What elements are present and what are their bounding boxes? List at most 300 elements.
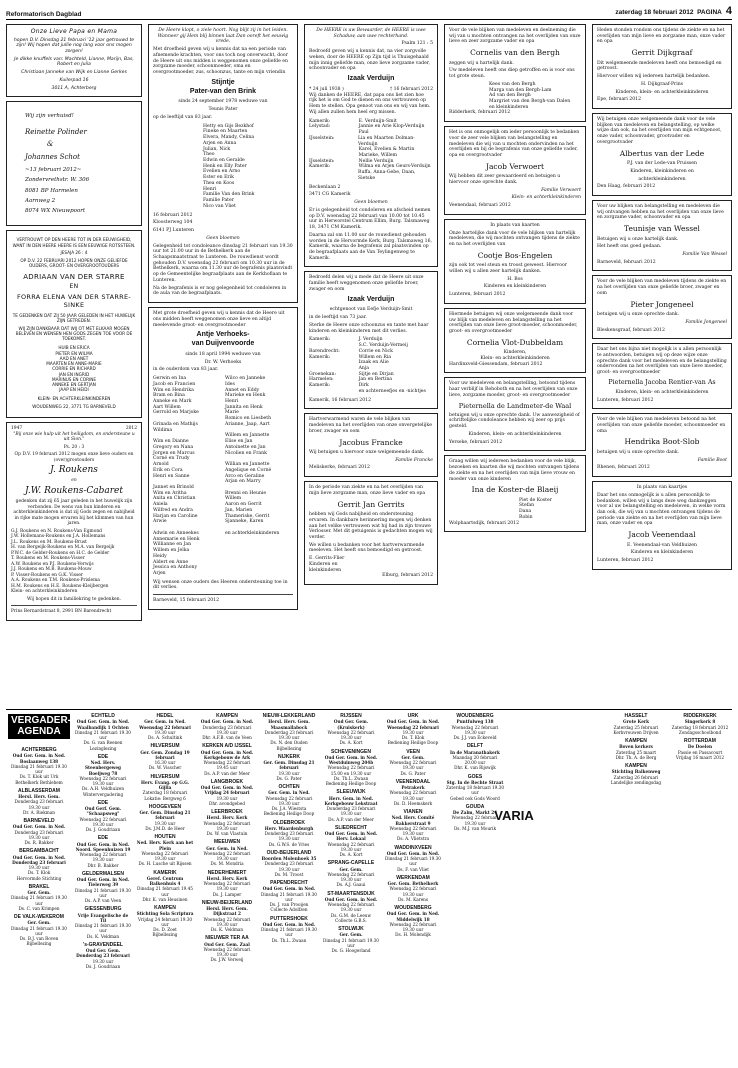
thanks-bos (444, 219, 586, 304)
family-entry: A.A. Roukens en T.M. Roukens-Prislema (11, 578, 100, 584)
agenda-extra: Lezinglezing (89, 745, 117, 751)
agenda-column (136, 710, 194, 938)
agenda-entry (136, 905, 194, 938)
agenda-extra: Bijbellezing (276, 745, 302, 751)
ad-lead: Wij zijn verhuisd! (25, 113, 74, 120)
agenda-entry (74, 871, 132, 904)
ad-text: zijn ook tot veel steun en troost geweest. Hiervoor willen wij u allen zeer hartelijk danken. (449, 263, 567, 274)
family-entry: Edwin en Geralde (203, 157, 245, 163)
agenda-event: Stichting Balkenweg (611, 769, 661, 775)
agenda-speaker: Kerkvrouwen Drijven (613, 729, 659, 735)
agenda-date: Woensdag 22 februari 19.30 uur (327, 729, 375, 740)
agenda-place: DE VALK-WEKEROM (14, 914, 64, 920)
agenda-event: Herv. Gem. in Ned. Kerkgebouw Lekstraat (324, 795, 378, 806)
agenda-event: Oud Ger. Gem. in Ned. (200, 719, 254, 725)
agenda-place: KERKEN A/D IJSSEL (202, 743, 252, 750)
agenda-event: Oud Ger. Gem. in Ned. Middelwijk 18 (386, 911, 440, 922)
agenda-place: BARNEVELD (23, 818, 55, 824)
ad-place: Lunteren, februari 2012 (597, 397, 654, 403)
family-entry: Willianne en Jan (153, 542, 192, 548)
agenda-event: Stichting Sola Scriptura (136, 911, 194, 917)
ad-text: gedenken dat zij 65 jaar geleden in het huwelijk zijn verbonden. De wens van hun kinderen en achterkleinkinderen is dat zij Gods zegen en nabijheid in rijke mate mogen ervaren bij het klimmen van hun jaren. (13, 499, 135, 527)
agenda-speaker: Ds. M.J. van Mourik (453, 825, 497, 831)
agenda-entry (606, 738, 666, 760)
ad-text: Hiervoor willen wij iedereen hartelijk bedanken. (597, 74, 711, 80)
agenda-entry (74, 800, 132, 833)
agenda-date: Woensdag 22 februari 19.30 uur (203, 881, 251, 892)
family-entry: Arianne, Jaap, Aart (225, 421, 270, 427)
ad-name: FORRA ELENA VAN DER STARRE-SINKE (16, 292, 132, 309)
ad-text: Dit welgemeende medeleven heeft ons bemoedigd en getroost. (597, 60, 722, 72)
ad-heading: In plaats van kaartjes (636, 485, 688, 491)
ad-text: Wij wensen onze ouders des Heeren ondersteuning toe in dit verlies. (153, 579, 288, 591)
family-entry: A.W. Roukens en P.J. Roukens-Verwijs (11, 561, 94, 567)
agenda-speaker: Dhr. K. van Rijswijk (454, 765, 496, 771)
agenda-speaker: Gebed ook Gods Woord (450, 795, 500, 801)
family-entry: Lelystad: Jannie en Arie Klop-Verduijn (309, 124, 425, 130)
agenda-speaker: Ds. A.P. van der Meer (328, 816, 374, 822)
agenda-entry (198, 713, 256, 740)
agenda-extra: Bijbellezing (152, 932, 178, 938)
agenda-date: 19.30 uur (278, 770, 300, 776)
family-entry: PIETER EN WILMA (55, 350, 93, 356)
ad-year: 1947 (11, 426, 23, 432)
agenda-event: Oud Ger. Gem. in Ned. Woensdag 22 februari (386, 719, 440, 730)
agenda-event: Ger. Gem. Dinsdag 21 februari (139, 810, 191, 821)
family-entry: Wim en Dianne (153, 439, 189, 445)
ad-text: echtgenoot van Eefje Verduijn-Smit (329, 307, 413, 313)
agenda-speaker: Ds. G.M. de Leeuw (330, 912, 372, 918)
agenda-event: Ger. Gem. (339, 866, 363, 872)
agenda-speaker: Ds. J. Goudriaan (85, 827, 121, 832)
agenda-entry (322, 860, 380, 887)
ad-name: Ina de Koster-de Blaeij (471, 485, 559, 495)
family-entry: Hetty en Gijs Bezkhof (203, 123, 254, 129)
agenda-column (670, 710, 730, 760)
agenda-event: Singerkerk 8 (684, 719, 716, 725)
agenda-entry (136, 834, 194, 867)
ad-name: Pater-van den Brink (189, 87, 257, 95)
ad-text: hopen D.V. Dinsdag 21 februari '12 jaar getrouwd te zijn! Wij hopen dat jullie nog lang voor ons mogen zorgen! (13, 37, 135, 54)
agenda-entry (446, 713, 504, 740)
agenda-speaker: Ds. A.H. Veldhuizen (81, 786, 125, 792)
agenda-entry (74, 713, 132, 751)
agenda-extra: Wintervergadering (82, 791, 124, 797)
agenda-speaker: Ds. J. Lamper (212, 891, 242, 897)
ad-name: Jacob Veenendaal (628, 530, 696, 540)
agenda-date: Donderdag 23 februari 19.30 uur (326, 806, 376, 817)
family-entry: Robin (519, 514, 533, 520)
agenda-entry (384, 809, 442, 842)
agenda-speaker: Dhr. K. van Heusinen (142, 896, 188, 902)
ad-name: Reinette Polinder (25, 127, 87, 136)
agenda-place: 's-GRAVENDEEL (83, 941, 123, 948)
agenda-date: Zaterdag 18 februari 2012 (671, 724, 729, 730)
agenda-event: Oud Ger. Gem. in Ned. (386, 850, 440, 856)
agenda-event: De Zalm, Markt 24 (452, 810, 498, 815)
agenda-date: 19.30 uur (154, 820, 176, 826)
agenda-speaker: Ds. A.P. van der Meer (204, 770, 250, 776)
agenda-speaker: Ds. B.J. van Boven (19, 936, 59, 941)
ad-ref: Psalm 121 : 5 (401, 41, 433, 47)
agenda-date: Dinsdag 21 februari 19.30 uur (75, 729, 131, 740)
agenda-place: HEDEL (156, 713, 174, 719)
agenda-date: Dinsdag 21 februari 19.30 uur (385, 856, 441, 867)
agenda-place: EDE (97, 799, 109, 806)
ad-text: OP D.V. 22 FEBRUARI 2012 HOPEN ONZE GELIEFDE OUDERS, GROOT- EN OVERGROOTOUDERS (20, 258, 128, 269)
agenda-entry (8, 747, 70, 785)
agenda-speaker: Ds. G. Pater (400, 770, 426, 776)
ad-ref: JESAJA 26 : 4 (60, 249, 88, 255)
agenda-date: Woensdag 22 februari 19.30 uur (389, 760, 437, 771)
newspaper-name: Reformatorisch Dagblad (6, 10, 82, 18)
agenda-date: Dinsdag 21 februari 19.30 uur (261, 927, 317, 938)
ad-signature: Klein- en achterkleinkinderen (511, 195, 581, 201)
ad-text: Na de begrafenis is er nog gelegenheid tot condoleren in de aula van de begraafplaats. (153, 285, 287, 297)
family-entry: Henri (203, 186, 217, 192)
agenda-speaker: Ds. Th.L. Zwaan (333, 775, 369, 781)
ad-verse: De HEERE is uw Bewaarder, de HEERE is uwe Schaduw, aan uwe rechterhand. (316, 28, 426, 39)
ad-text: sinds 18 april 1994 weduwe van (185, 351, 261, 357)
family-entry: Dana (519, 509, 532, 515)
agenda-date: Passie en Passacourt (677, 749, 723, 755)
ad-name: Antje Verhoeks- (196, 331, 250, 339)
family-entry: G.J. Roukens en N. Roukens-Van Egmond (11, 528, 102, 534)
agenda-place: OUD-BEIJERLAND (266, 849, 312, 856)
agenda-event: Hersl. Herv. Gem. Maasmallabock (268, 719, 310, 730)
ad-address: Beckenlaan 2 (309, 184, 341, 190)
ad-text: Wij betuigen onze welgemeende dank voor de vele blijken van medeleven en belangstelling, op welke wijze dan ook, na het overlijden van mijn echtgenoot, onze vader, schoonvader, grootvader en overgrootvader (597, 116, 722, 145)
ad-address: Aarnweg 2 (25, 197, 56, 204)
family-entry: IJsselstein: Lia en Maarten Dolman-Verduijn (309, 135, 415, 147)
family-entry: Arnold (153, 462, 169, 468)
agenda-event: Ger. Gem. in Ned. (268, 790, 310, 796)
agenda-speaker: Ds. W. van Vlastuin (206, 831, 248, 836)
agenda-place: GOES (467, 773, 483, 780)
family-list (309, 337, 433, 394)
family-entry: Gerrold en Marjoke (153, 410, 199, 416)
agenda-date: Woensdag 22 februari 19.30 uur (203, 946, 251, 957)
family-entry: Evelien en Arno (203, 169, 241, 175)
agenda-entry (74, 906, 132, 939)
agenda-entry (260, 850, 318, 877)
ad-kids: Klein- en achterkleinkinderen (11, 589, 78, 595)
ad-text: betuigen wij u onze oprechte dank. Uw aanwezigheid of schriftelijke condoleance hebben wij zeer op prijs gesteld. (449, 412, 580, 430)
ad-address: Zondervrethstr. W. 306 (25, 177, 90, 184)
family-entry: Annet en Eddy (225, 387, 260, 393)
agenda-entry (74, 835, 132, 868)
family-entry: Nicolien en Frank (225, 450, 267, 456)
thanks-vlot (444, 308, 586, 374)
agenda-place: RIJSSEN (340, 713, 362, 719)
family-entry: Anneke en Mark (153, 398, 192, 404)
agenda-date: Woensdag 22 februari 19.30 uur (203, 916, 251, 927)
family-entry: kleinkinderen (309, 567, 342, 573)
family-entry: Kamerik: J. Verduijn (309, 337, 383, 343)
agenda-place: HOUTEN (154, 834, 176, 840)
family-entry: S.C. Verduijn-Vermeij (358, 343, 408, 349)
ad-date: 16 februari 2012 (153, 212, 193, 218)
agenda-date: Woensdag 22 februari 19.45 uur (203, 760, 251, 771)
family-list (309, 119, 433, 182)
ad-place: Den Haag, februari 2012 (597, 184, 656, 190)
ad-anniversary-roukens (6, 422, 142, 621)
agenda-place: ROTTERDAM (684, 738, 716, 744)
family-entry: Wilco en Janneke (225, 376, 266, 382)
issue-date: zaterdag 18 februari 2012 (615, 9, 694, 17)
family-entry: Willian en Jannette (225, 462, 270, 468)
agenda-event: Oud Ger. Gem. Donderdag 23 februari (76, 948, 130, 959)
agenda-entry (446, 743, 504, 770)
agenda-date: Donderdag 23 februari 19.30 uur (14, 799, 64, 810)
agenda-date: Woensdag 22 februari 19.30 uur (265, 795, 313, 806)
ad-address: 3471 CG Kamerik (309, 192, 351, 198)
agenda-place: BRAKEL (28, 883, 50, 890)
agenda-date: 19.30 uur (92, 958, 114, 964)
agenda-event: Ger. Gem. (27, 890, 51, 895)
agenda-event: Vrije Evangelische de Til (77, 912, 129, 923)
agenda-extra: Collecte G.B.S. (335, 917, 367, 923)
column-2 (148, 24, 298, 614)
family-entry: Familie Pater (203, 198, 234, 204)
ad-signature: Kinderen, klein- en achterkleinkinderen (468, 431, 562, 437)
agenda-speaker: Ds. K. Veldman (86, 933, 120, 939)
ad-place: Veenendaal, februari 2012 (449, 203, 511, 209)
column-5 (592, 24, 732, 574)
agenda-entry (322, 926, 380, 953)
agenda-date: Woensdag 22 februari 19.30 uur (389, 825, 437, 836)
agenda-event: Oud Ger. Gem. in Ned. (12, 824, 66, 830)
ad-text: Voor de vele blijken van medeleven en deelneming die wij van u mochten ontvangen na het overlijden van onze lieve en zeer zorgzame vader en opa (449, 28, 581, 45)
agenda-speaker: Ds. T. Klok uit Urk (19, 774, 59, 780)
family-entry: Ester en Erik (203, 175, 234, 181)
column-4 (444, 24, 586, 536)
agenda-date: 19.30 uur (402, 729, 424, 735)
ad-signature: Familie Jongeneel (685, 319, 727, 325)
agenda-speaker: Ds. R. Bakker (24, 840, 54, 845)
family-entry: Arjen en Anna (203, 140, 237, 146)
agenda-speaker: Ds. A.J. Gaaui (336, 882, 366, 888)
ad-text: op de leeftijd van 83 jaar. (153, 114, 213, 120)
family-entry: E. Gerrits-Flier (309, 556, 345, 562)
agenda-speaker: Ds. J.J. van Eckeveld (453, 735, 497, 740)
family-entry: Ruffa, Anna-Gebe, Daan, Sietske (358, 170, 416, 181)
agenda-speaker: Dhr. B. Bakker (87, 862, 119, 868)
ad-name: Johannes Schot (25, 152, 80, 161)
thanks-koster (444, 455, 586, 532)
family-entry: Willem (225, 496, 242, 502)
family-entry: Wilfred en Andra (153, 507, 193, 513)
ad-note: Geen bloemen (206, 235, 240, 241)
thanks-lede (592, 113, 732, 196)
agenda-date: 19.30 uur (216, 795, 238, 801)
agenda-speaker: Ds. A. Vlietstra (396, 836, 430, 842)
ad-family: Christiaan Janneke van Wijk en Lianne Gerkes (21, 70, 127, 76)
agenda-speaker: Ds. F. van Vliet (397, 866, 429, 872)
agenda-place: VEENENDAAL (395, 778, 431, 785)
agenda-speaker: Ds. J.M.D. de Heer (145, 825, 185, 831)
agenda-speaker: Dhr. avondgebed (208, 800, 246, 806)
family-entry: Stefan (519, 503, 535, 509)
ad-anniversary-kids (6, 24, 142, 97)
ad-name: Cootje Bos-Engelen (477, 250, 553, 260)
ad-name: Jacobus Francke (339, 437, 403, 447)
agenda-speaker: Ds. G. van Reenen (83, 740, 123, 746)
ad-signature: Kinderen, klein- en achterkleinkinderen (615, 89, 709, 95)
ad-place: Epe, februari 2012 (597, 97, 642, 103)
ad-name: Hendrika Boot-Slob (624, 437, 700, 447)
agenda-event: Oud Ger. Gem. in Ned. Waalbandijk 1 Ochten (76, 719, 130, 730)
ad-amp: & (47, 140, 54, 149)
ad-place: Lunteren, februari 2012 (449, 292, 506, 298)
family-entry: Jacob en Francien (153, 381, 196, 387)
family-entry: Heidy (153, 553, 167, 559)
agenda-date: Dinsdag 21 februari 19.45 uur (137, 886, 193, 897)
agenda-entry (322, 749, 380, 787)
family-entry: Marieke en Henk (225, 393, 266, 399)
agenda-event: In de Maranathakerk (450, 749, 500, 755)
agenda-event: Ger. Gem. Dinsdag 21 februari (263, 760, 315, 771)
agenda-place: SPRANG-CAPELLE (327, 860, 375, 867)
family-entry: Gerwin en Ina (153, 376, 187, 382)
agenda-event: Oud Ger. Gem. in Ned. Boslaanweg 138 (12, 753, 66, 764)
agenda-event: Ger. Gem. in Ned. (206, 845, 248, 851)
agenda-event: Oud Ger. Gem. in Ned. Westduinweg 204b (324, 754, 378, 765)
family-entry: Elise en Jan (225, 439, 253, 445)
agenda-event: Ger. Gem. (401, 754, 425, 760)
agenda-entry (198, 839, 256, 866)
ad-text: Sterke de Heere onze schoonzus en tante met haar kinderen en kleinkinderen met dit verlies. (309, 322, 429, 334)
agenda-speaker: Ds. T. Klok (401, 735, 425, 740)
agenda-date: Donderdag 23 februari 19.30 uur (264, 831, 314, 842)
ad-address: Kloosterweg 104 (153, 220, 193, 226)
agenda-place: EDE (97, 835, 109, 842)
agenda-date: Woensdag 22 februari 19.30 uur (327, 871, 375, 882)
family-entry: ANNEKE EN GERTJAN (52, 382, 96, 388)
agenda-extra: Collecte Adolfzen (270, 907, 308, 913)
ad-signature: E. Veenendaal-van Veldhuizen (627, 542, 697, 548)
agenda-event: Ger. Gem. (339, 932, 363, 938)
ad-text: Voor uw blijken van belangstelling en medeleven die wij ontvangen hebben na het overlijden van onze lieve en zorgzame vader, schoonvader en opa (597, 203, 724, 221)
agenda-event: Ger. Gem. Bethelkerk (387, 881, 439, 886)
agenda-place: KAMPEN (625, 763, 647, 769)
agenda-place: EDE (97, 753, 109, 760)
family-entry: Henri (225, 398, 239, 404)
family-entry: Marie (225, 410, 239, 416)
agenda-place: KAMPEN (154, 905, 176, 911)
agenda-event: Stg. In de Rechte Straat (446, 779, 504, 785)
agenda-entry (670, 713, 730, 735)
ad-name: Izaak Verduijn (347, 75, 395, 83)
agenda-place: BERGAMBACHT (19, 848, 59, 855)
family-entry: Ad van den Bergh (489, 93, 531, 99)
agenda-speaker: Ds. A. Schultink (147, 735, 183, 740)
death-notice-verduijn (304, 24, 438, 267)
ad-name: van Duijvenvoorde (191, 340, 255, 348)
thanks-dijkgraaf (592, 24, 732, 109)
agenda-event: Oud Ger. Gem. Zaal (204, 941, 250, 947)
family-entry: Brenni en Heunie (225, 490, 267, 496)
agenda-place: OLDEBROEK (273, 819, 305, 826)
ad-place: Kamerik, 16 februari 2012 (309, 397, 371, 403)
agenda-event: Oud Ger. Gem. in Ned. Donderdag 23 februari (12, 854, 66, 865)
agenda-entry (198, 779, 256, 806)
family-entry: Aniela (153, 502, 168, 508)
family-entry: H. van Bergeijk-Roukens en M.A. van Bergeijk (11, 545, 115, 551)
agenda-entry (8, 848, 70, 881)
ad-amp: en (71, 478, 77, 484)
family-entry: Henri en Sanne (153, 473, 190, 479)
ad-lead: Onze Lieve Papa en Mama (30, 28, 118, 35)
ad-place: Lunteren, februari 2012 (597, 558, 654, 564)
ad-kids: Je dikke knuffels van: Machteld, Lianne, Marijn, Bas, Robert en Julia (14, 56, 134, 68)
family-entry: Wildima (153, 427, 173, 433)
agenda-date: Zaterdag 18 februari 19.30 uur (446, 785, 504, 796)
family-list (153, 124, 293, 210)
family-entry: Antoinette en Jan (225, 444, 266, 450)
agenda-entry (260, 880, 318, 913)
agenda-event: Grote Kerk (623, 719, 649, 725)
agenda-event: Ger. Gem. Zondag 19 februari (140, 749, 190, 760)
ad-text: Gelegenheid tot condoleance dinsdag 21 februari van 19.30 uur tot 21.00 uur in de Bethelkerk aan de Schaapsmaatstraat te Lunteren. De rouwdienst wordt gehouden D.V. woensdag 22 februari om 10.30 uur in de Bethelkerk, waarna om 11.30 uur de begrafenis plaatsvindt op de Gemeentelijke begraafplaats aan de Kerkhoflaan te Lunteren. (153, 243, 293, 283)
agenda-speaker: Ds. N. den Ouden (270, 740, 308, 746)
ad-name: Pieternella Jacoba Rentier-van As (608, 378, 716, 386)
agenda-date: Maandag 20 februari 20.00 uur (452, 754, 498, 765)
agenda-event: Oud Ger. Gem. in Ned. (324, 896, 378, 902)
agenda-place: KAMPEN (625, 738, 647, 744)
agenda-place: WOUDENBERG (394, 905, 432, 911)
family-entry: Adwin en Anneekes (153, 530, 199, 536)
agenda-place: NIJKERK (278, 753, 300, 760)
family-entry: Aaron en Gerrit (225, 502, 262, 508)
family-entry: Grinada en Mathijs (153, 421, 198, 427)
ad-text: Daarna zal om 11.00 uur de rouwdienst gehouden worden in de Hervormde Kerk, Burg. Talsmaweg 16, Kamerik, waarna de begrafenis zal plaatsvinden op de begraafplaats aan de Van Teylingenweg te Kamerik. (309, 232, 432, 261)
ad-date: ~13 februari 2012~ (25, 167, 82, 174)
agenda-extra: Bediening Heilige Doop (325, 781, 377, 786)
column-3 (304, 24, 438, 589)
agenda-speaker: Ds. M. Mondria (210, 861, 244, 867)
agenda-speaker: Ds. Th.L. Zwaan (271, 937, 307, 943)
agenda-entry (322, 825, 380, 858)
agenda-entry (260, 754, 318, 781)
family-entry: Willem en Jannette (225, 433, 270, 439)
agenda-date: Donderdag 23 februari 19.30 uur (14, 829, 64, 840)
family-entry: Jessica en Anthony (153, 565, 198, 571)
agenda-place: KAMPEN (216, 713, 238, 719)
ad-name: Teunisje van Wessel (624, 224, 700, 234)
family-list (449, 350, 581, 361)
agenda-column (74, 710, 132, 969)
family-entry: Karel, Evelien & Martin (358, 147, 415, 153)
agenda-event: Ger. Gem. in Ned. Woensdag 22 februari (139, 719, 191, 730)
agenda-place: WOUDENBERG (456, 713, 494, 719)
agenda-speaker: Ds. M. Troost (274, 871, 304, 877)
agenda-event: Oud Ger. Gem. in Ned. Noord. Speenhuizen 19 (75, 841, 131, 852)
agenda-date: Dinsdag 21 februari 19.30 uur (323, 937, 379, 948)
ad-text: Bedroefd delen wij u mede dat de Heere uit onze familie heeft weggenomen onze geliefde broer, zwager en oom (309, 275, 424, 292)
ad-text: Het is ons onmogelijk om ieder persoonlijk te bedanken voor de zeer vele blijken van belangstelling en medeleven die wij van u mochten ondervinden na het overlijden en bij de begrafenis van onze geliefde vader, opa en overgrootvader (449, 130, 580, 159)
agenda-entry (606, 713, 666, 735)
agenda-speaker: Ds. C. van Krimpen (18, 905, 60, 911)
agenda-speaker: Landelijke zendingsdag (610, 779, 662, 785)
agenda-entry (198, 870, 256, 897)
agenda-place: GIESSENBURG (84, 906, 122, 913)
agenda-speaker: Ds. G. Hoogerland (331, 948, 371, 953)
page-label: PAGINA (697, 9, 722, 17)
agenda-place: NEDERHEMERT (207, 869, 247, 876)
ad-name: J. Roukens (50, 465, 98, 476)
agenda-event: Boven kerkers (619, 744, 653, 750)
